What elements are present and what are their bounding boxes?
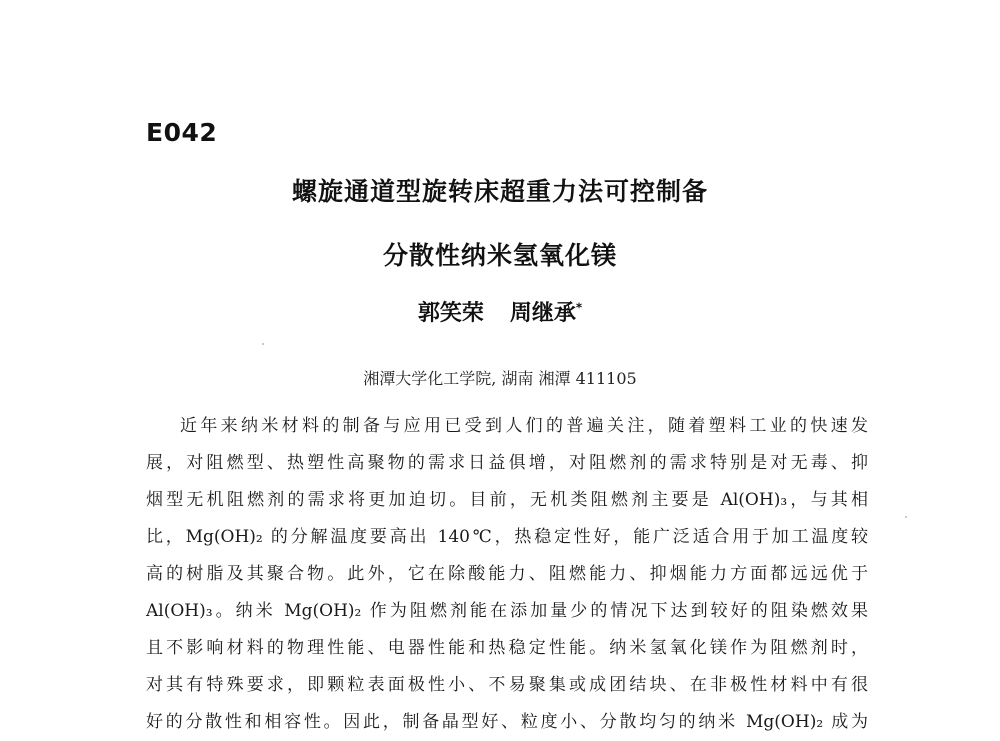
paper-title-line-2: 分散性纳米氢氧化镁 — [382, 241, 617, 270]
paper-body-paragraph — [146, 408, 868, 741]
paper-title-line-1: 螺旋通道型旋转床超重力法可控制备 — [291, 177, 708, 206]
author-name: 郭笑荣 — [417, 301, 484, 326]
paper-affiliation: 湘潭大学化工学院, 湖南 湘潭 411105 — [363, 369, 637, 388]
body-line: 且不影响材料的物理性能、电器性能和热稳定性能。纳米氢氧化镁作为阻燃剂时， — [146, 638, 868, 658]
body-line: 近年来纳米材料的制备与应用已受到人们的普遍关注，随着塑料工业的快速发 — [180, 416, 868, 436]
body-line: 好的分散性和相容性。因此，制备晶型好、粒度小、分散均匀的纳米 Mg(OH)₂ 成为 — [146, 712, 868, 732]
corresponding-author-mark: * — [575, 300, 583, 315]
scan-speck — [262, 343, 264, 345]
body-line: 展，对阻燃型、热塑性高聚物的需求日益俱增，对阻燃剂的需求特别是对无毒、抑 — [146, 453, 868, 473]
scan-speck — [905, 516, 907, 518]
body-line: 对其有特殊要求，即颗粒表面极性小、不易聚集或成团结块、在非极性材料中有很 — [146, 675, 868, 695]
paper-code: E042 — [146, 118, 218, 147]
body-line: 烟型无机阻燃剂的需求将更加迫切。目前，无机类阻燃剂主要是 Al(OH)₃，与其相 — [146, 490, 868, 510]
paper-authors — [0, 296, 1000, 327]
author-name: 周继承 — [509, 301, 576, 326]
body-line: 高的树脂及其聚合物。此外，它在除酸能力、阻燃能力、抑烟能力方面都远远优于 — [146, 564, 868, 584]
body-line: 比，Mg(OH)₂ 的分解温度要高出 140℃，热稳定性好，能广泛适合用于加工温度较 — [146, 527, 868, 547]
body-line: Al(OH)₃。纳米 Mg(OH)₂ 作为阻燃剂能在添加量少的情况下达到较好的阻染燃效果 — [146, 601, 868, 621]
